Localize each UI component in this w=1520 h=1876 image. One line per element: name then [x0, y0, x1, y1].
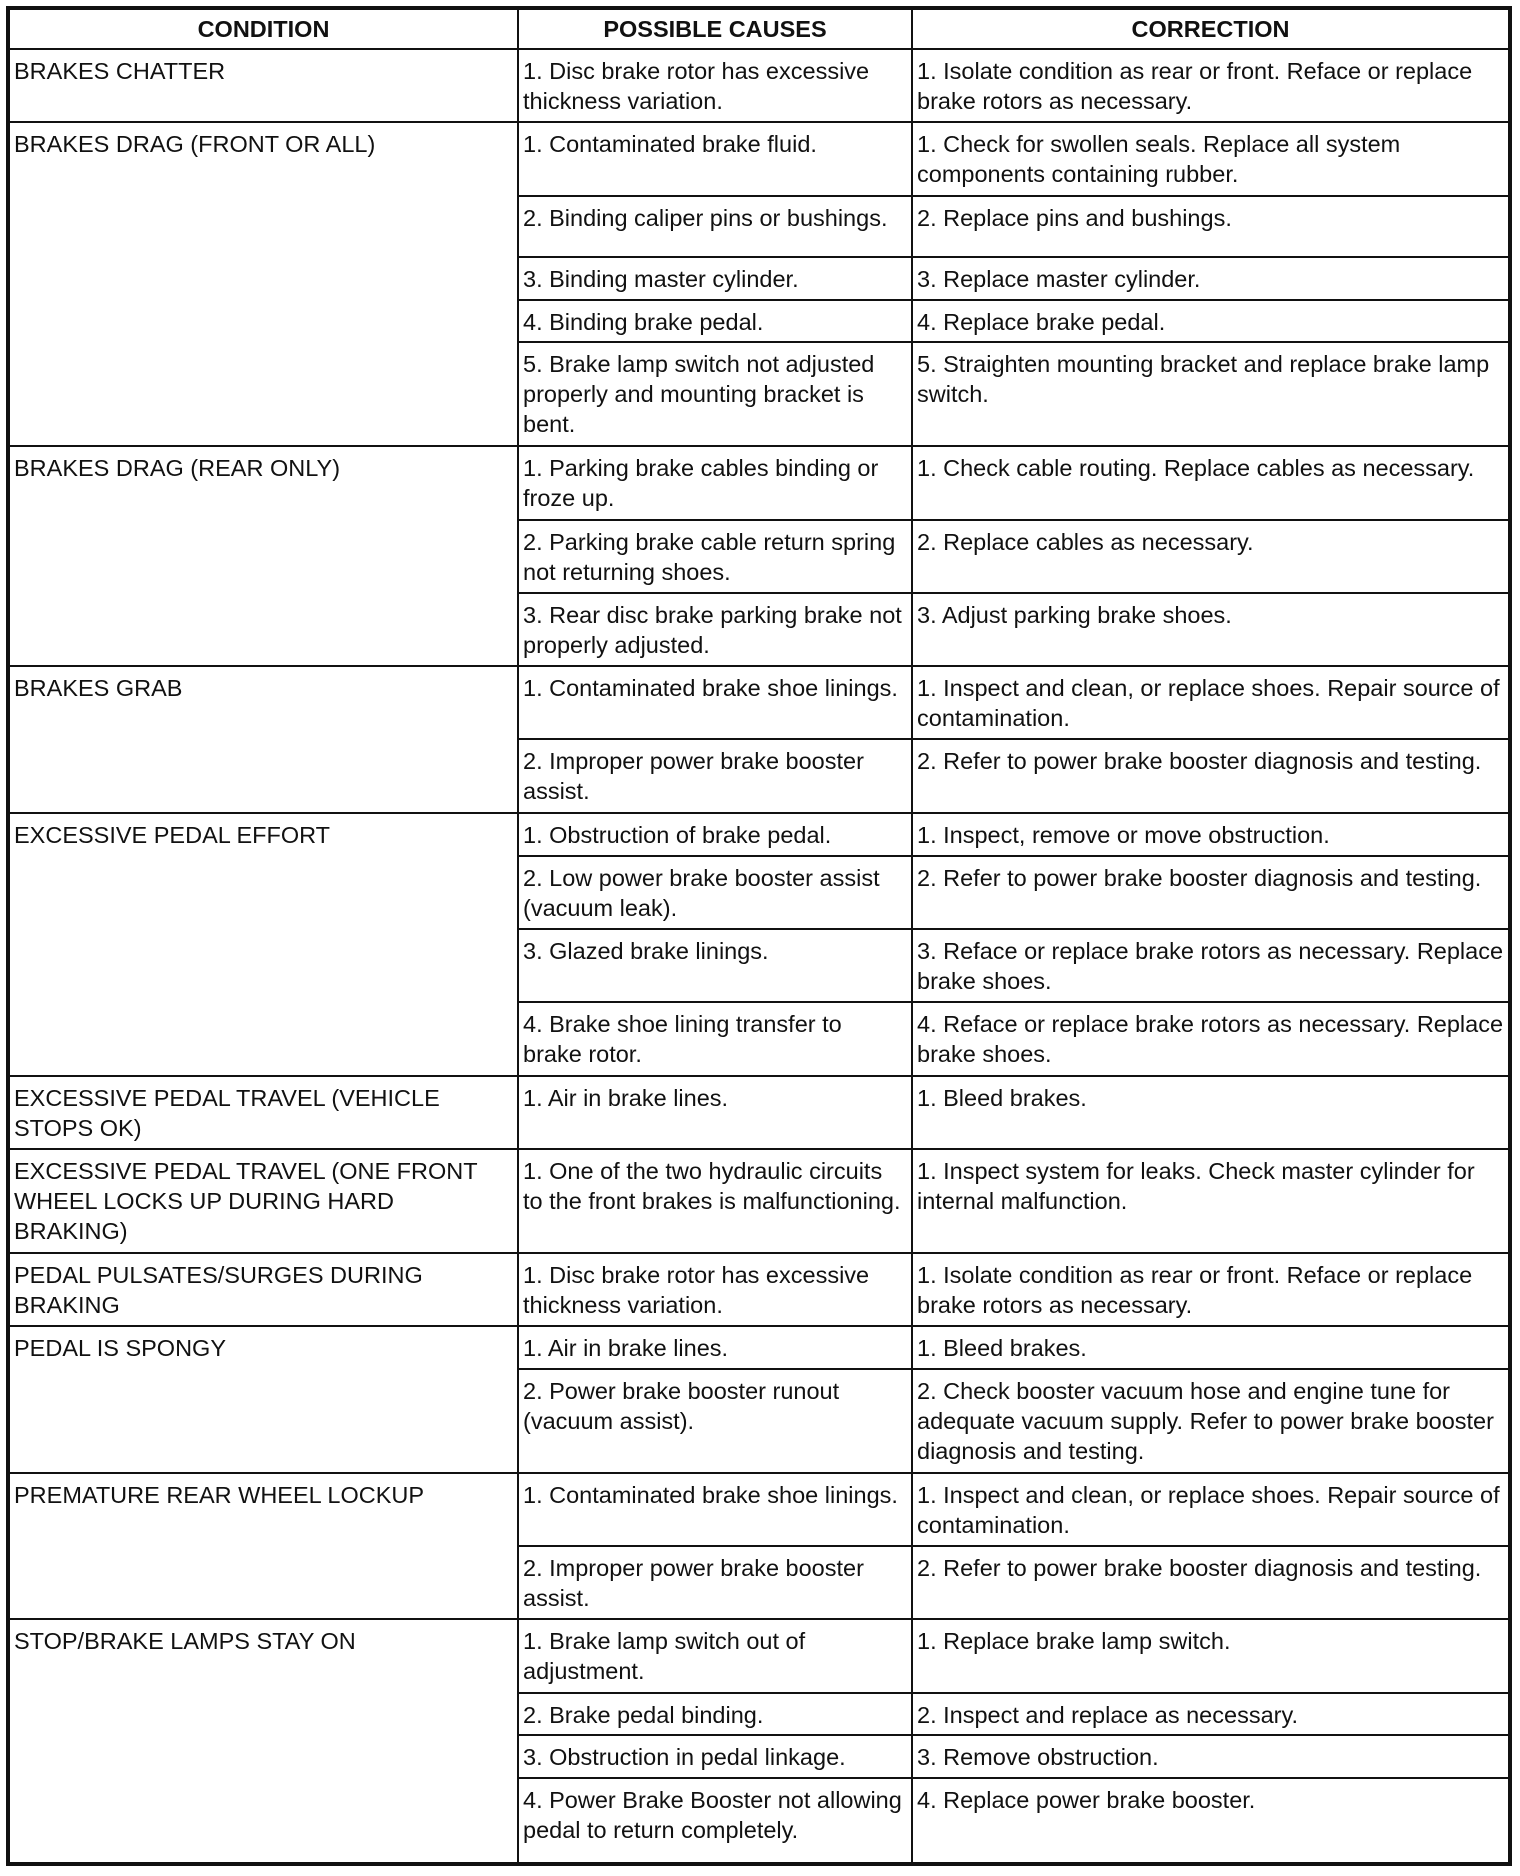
possible-cause-cell: 2. Improper power brake booster assist.: [518, 739, 912, 812]
correction-cell: 1. Inspect and clean, or replace shoes. Repair source of contamination.: [912, 666, 1510, 739]
condition-cell: STOP/BRAKE LAMPS STAY ON: [8, 1619, 518, 1864]
header-condition: CONDITION: [8, 8, 518, 49]
table-body: [8, 49, 1510, 1864]
possible-cause-cell: 1. Parking brake cables binding or froze up.: [518, 446, 912, 519]
possible-cause-cell: 2. Binding caliper pins or bushings.: [518, 196, 912, 257]
table-row: [8, 1326, 1510, 1369]
possible-cause-cell: 1. One of the two hydraulic circuits to the front brakes is malfunctioning.: [518, 1149, 912, 1253]
correction-cell: 3. Reface or replace brake rotors as necessary. Replace brake shoes.: [912, 929, 1510, 1002]
correction-cell: 4. Replace power brake booster.: [912, 1778, 1510, 1864]
condition-cell: BRAKES DRAG (FRONT OR ALL): [8, 122, 518, 446]
correction-cell: 3. Remove obstruction.: [912, 1735, 1510, 1778]
table-row: [8, 1076, 1510, 1149]
correction-cell: 4. Reface or replace brake rotors as necessary. Replace brake shoes.: [912, 1002, 1510, 1075]
possible-cause-cell: 2. Improper power brake booster assist.: [518, 1546, 912, 1619]
correction-cell: 1. Inspect system for leaks. Check master cylinder for internal malfunction.: [912, 1149, 1510, 1253]
header-correction: CORRECTION: [912, 8, 1510, 49]
correction-cell: 2. Replace pins and bushings.: [912, 196, 1510, 257]
condition-cell: EXCESSIVE PEDAL TRAVEL (VEHICLE STOPS OK): [8, 1076, 518, 1149]
correction-cell: 2. Replace cables as necessary.: [912, 520, 1510, 593]
possible-cause-cell: 1. Contaminated brake shoe linings.: [518, 666, 912, 739]
possible-cause-cell: 4. Brake shoe lining transfer to brake rotor.: [518, 1002, 912, 1075]
possible-cause-cell: 1. Contaminated brake shoe linings.: [518, 1473, 912, 1546]
possible-cause-cell: 1. Brake lamp switch out of adjustment.: [518, 1619, 912, 1692]
correction-cell: 1. Check cable routing. Replace cables as necessary.: [912, 446, 1510, 519]
possible-cause-cell: 2. Parking brake cable return spring not returning shoes.: [518, 520, 912, 593]
possible-cause-cell: 2. Power brake booster runout (vacuum assist).: [518, 1369, 912, 1473]
correction-cell: 3. Adjust parking brake shoes.: [912, 593, 1510, 666]
possible-cause-cell: 1. Contaminated brake fluid.: [518, 122, 912, 195]
correction-cell: 4. Replace brake pedal.: [912, 300, 1510, 343]
possible-cause-cell: 4. Binding brake pedal.: [518, 300, 912, 343]
correction-cell: 1. Inspect, remove or move obstruction.: [912, 813, 1510, 856]
correction-cell: 2. Refer to power brake booster diagnosis and testing.: [912, 856, 1510, 929]
possible-cause-cell: 3. Binding master cylinder.: [518, 257, 912, 300]
correction-cell: 5. Straighten mounting bracket and replace brake lamp switch.: [912, 342, 1510, 446]
possible-cause-cell: 1. Air in brake lines.: [518, 1076, 912, 1149]
table-row: [8, 1619, 1510, 1692]
correction-cell: 1. Bleed brakes.: [912, 1076, 1510, 1149]
correction-cell: 1. Inspect and clean, or replace shoes. Repair source of contamination.: [912, 1473, 1510, 1546]
correction-cell: 2. Inspect and replace as necessary.: [912, 1693, 1510, 1736]
diagnosis-sheet: [6, 6, 1508, 1866]
correction-cell: 2. Refer to power brake booster diagnosis and testing.: [912, 739, 1510, 812]
condition-cell: BRAKES GRAB: [8, 666, 518, 813]
brake-diagnosis-table: [6, 6, 1512, 1866]
possible-cause-cell: 1. Disc brake rotor has excessive thickness variation.: [518, 49, 912, 122]
condition-cell: EXCESSIVE PEDAL EFFORT: [8, 813, 518, 1076]
condition-cell: PREMATURE REAR WHEEL LOCKUP: [8, 1473, 518, 1620]
header-possible-causes: POSSIBLE CAUSES: [518, 8, 912, 49]
table-row: [8, 666, 1510, 739]
correction-cell: 2. Check booster vacuum hose and engine tune for adequate vacuum supply. Refer to power brake booster diagnosis and testing.: [912, 1369, 1510, 1473]
table-row: [8, 1149, 1510, 1253]
correction-cell: 1. Isolate condition as rear or front. Reface or replace brake rotors as necessary.: [912, 1253, 1510, 1326]
header-row: [8, 8, 1510, 49]
possible-cause-cell: 1. Obstruction of brake pedal.: [518, 813, 912, 856]
correction-cell: 1. Check for swollen seals. Replace all system components containing rubber.: [912, 122, 1510, 195]
correction-cell: 1. Replace brake lamp switch.: [912, 1619, 1510, 1692]
table-row: [8, 49, 1510, 122]
table-row: [8, 122, 1510, 195]
correction-cell: 2. Refer to power brake booster diagnosis and testing.: [912, 1546, 1510, 1619]
table-row: [8, 813, 1510, 856]
condition-cell: EXCESSIVE PEDAL TRAVEL (ONE FRONT WHEEL LOCKS UP DURING HARD BRAKING): [8, 1149, 518, 1253]
possible-cause-cell: 2. Brake pedal binding.: [518, 1693, 912, 1736]
table-row: [8, 446, 1510, 519]
possible-cause-cell: 1. Disc brake rotor has excessive thickness variation.: [518, 1253, 912, 1326]
possible-cause-cell: 3. Glazed brake linings.: [518, 929, 912, 1002]
correction-cell: 3. Replace master cylinder.: [912, 257, 1510, 300]
possible-cause-cell: 3. Rear disc brake parking brake not properly adjusted.: [518, 593, 912, 666]
condition-cell: PEDAL PULSATES/SURGES DURING BRAKING: [8, 1253, 518, 1326]
condition-cell: BRAKES DRAG (REAR ONLY): [8, 446, 518, 666]
possible-cause-cell: 3. Obstruction in pedal linkage.: [518, 1735, 912, 1778]
possible-cause-cell: 4. Power Brake Booster not allowing pedal to return completely.: [518, 1778, 912, 1864]
possible-cause-cell: 2. Low power brake booster assist (vacuum leak).: [518, 856, 912, 929]
condition-cell: BRAKES CHATTER: [8, 49, 518, 122]
possible-cause-cell: 1. Air in brake lines.: [518, 1326, 912, 1369]
correction-cell: 1. Isolate condition as rear or front. Reface or replace brake rotors as necessary.: [912, 49, 1510, 122]
correction-cell: 1. Bleed brakes.: [912, 1326, 1510, 1369]
table-row: [8, 1473, 1510, 1546]
condition-cell: PEDAL IS SPONGY: [8, 1326, 518, 1473]
possible-cause-cell: 5. Brake lamp switch not adjusted properly and mounting bracket is bent.: [518, 342, 912, 446]
table-row: [8, 1253, 1510, 1326]
